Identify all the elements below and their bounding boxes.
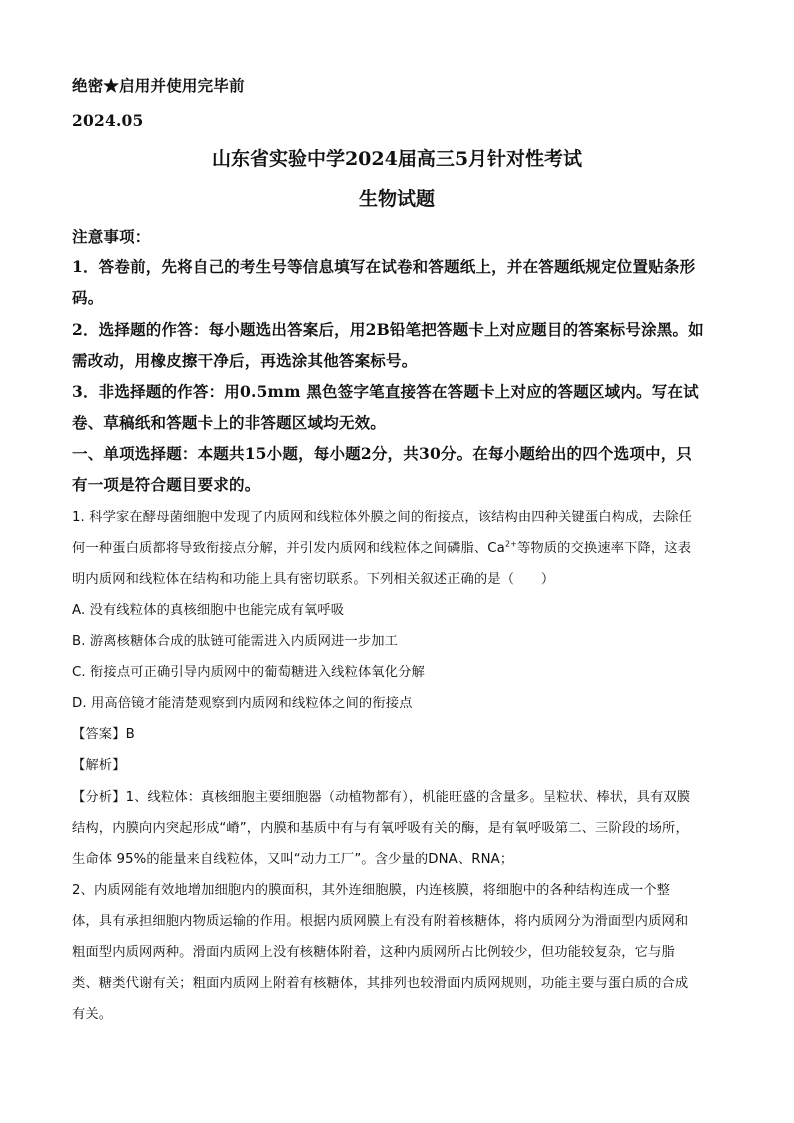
notice-item-2-line-2: 需改动，用橡皮擦干净后，再选涂其他答案标号。 (72, 351, 418, 370)
option-c: C. 衔接点可正确引导内质网中的葡萄糖进入线粒体氧化分解 (72, 665, 425, 680)
analysis-1-line-2: 结构，内膜向内突起形成“嵴”，内膜和基质中有与有氧呼吸有关的酶，是有氧呼吸第二、三阶段的场所， (72, 821, 689, 836)
superscript-charge: 2+ (504, 539, 517, 549)
analysis-1-line-3: 生命体 95%的能量来自线粒体，又叫“动力工厂”。含少量的DNA、RNA； (72, 852, 514, 867)
analysis-2-line-3: 粗面型内质网两种。滑面内质网上没有核糖体附着，这种内质网所占比例较少，但功能较复杂，它与脂 (72, 945, 675, 960)
notice-item-3-line-2: 卷、草稿纸和答题卡上的非答题区域均无效。 (72, 413, 387, 432)
answer-label: 【答案】B (72, 727, 135, 742)
analysis-heading: 【解析】 (72, 758, 126, 773)
question-1-stem-line-3: 明内质网和线粒体在结构和功能上具有密切联系。下列相关叙述正确的是（ ） (72, 572, 555, 587)
confidential-label: 绝密★启用并使用完毕前 (72, 76, 245, 95)
notice-item-1-line-1: 1．答卷前，先将自己的考生号等信息填写在试卷和答题纸上，并在答题纸规定位置贴条形 (72, 257, 696, 276)
analysis-2-line-1: 2、内质网能有效地增加细胞内的膜面积，其外连细胞膜，内连核膜，将细胞中的各种结构连成一个整 (72, 883, 671, 898)
analysis-2-line-4: 类、糖类代谢有关；粗面内质网上附着有核糖体，其排列也较滑面内质网规则，功能主要与蛋白质的合成 (72, 976, 689, 991)
analysis-2-line-5: 有关。 (72, 1007, 113, 1022)
section-heading-line-1: 一、单项选择题：本题共15小题，每小题2分，共30分。在每小题给出的四个选项中，只 (72, 444, 693, 463)
question-1-stem-line-2 (72, 537, 691, 556)
exam-date: 2024.05 (72, 111, 144, 130)
stem-text-b: 等物质的交换速率下降，这表 (516, 541, 692, 556)
option-a: A. 没有线粒体的真核细胞中也能完成有氧呼吸 (72, 603, 345, 618)
section-heading-line-2: 有一项是符合题目要求的。 (72, 475, 261, 494)
notice-item-2-line-1: 2．选择题的作答：每小题选出答案后，用2B铅笔把答题卡上对应题目的答案标号涂黑。如 (72, 320, 704, 339)
subject-title: 生物试题 (358, 188, 435, 210)
option-d: D. 用高倍镜才能清楚观察到内质网和线粒体之间的衔接点 (72, 696, 413, 711)
question-1-stem-line-1: 1. 科学家在酵母菌细胞中发现了内质网和线粒体外膜之间的衔接点，该结构由四种关键蛋白构成，去除任 (72, 510, 693, 525)
notice-item-3-line-1: 3．非选择题的作答：用0.5mm 黑色签字笔直接答在答题卡上对应的答题区域内。写在试 (72, 382, 699, 401)
analysis-2-line-2: 体，具有承担细胞内物质运输的作用。根据内质网膜上有没有附着核糖体，将内质网分为滑面型内质网和 (72, 914, 689, 929)
notice-item-1-line-2: 码。 (72, 288, 104, 307)
stem-text-a: 何一种蛋白质都将导致衔接点分解，并引发内质网和线粒体之间磷脂、Ca (72, 541, 505, 556)
analysis-1-line-1: 【分析】1、线粒体：真核细胞主要细胞器（动植物都有），机能旺盛的含量多。呈粒状、棒状，具有双膜 (72, 790, 691, 805)
exam-title: 山东省实验中学2024届高三5月针对性考试 (211, 148, 583, 170)
notice-heading: 注意事项： (72, 227, 151, 246)
option-b: B. 游离核糖体合成的肽链可能需进入内质网进一步加工 (72, 634, 399, 649)
